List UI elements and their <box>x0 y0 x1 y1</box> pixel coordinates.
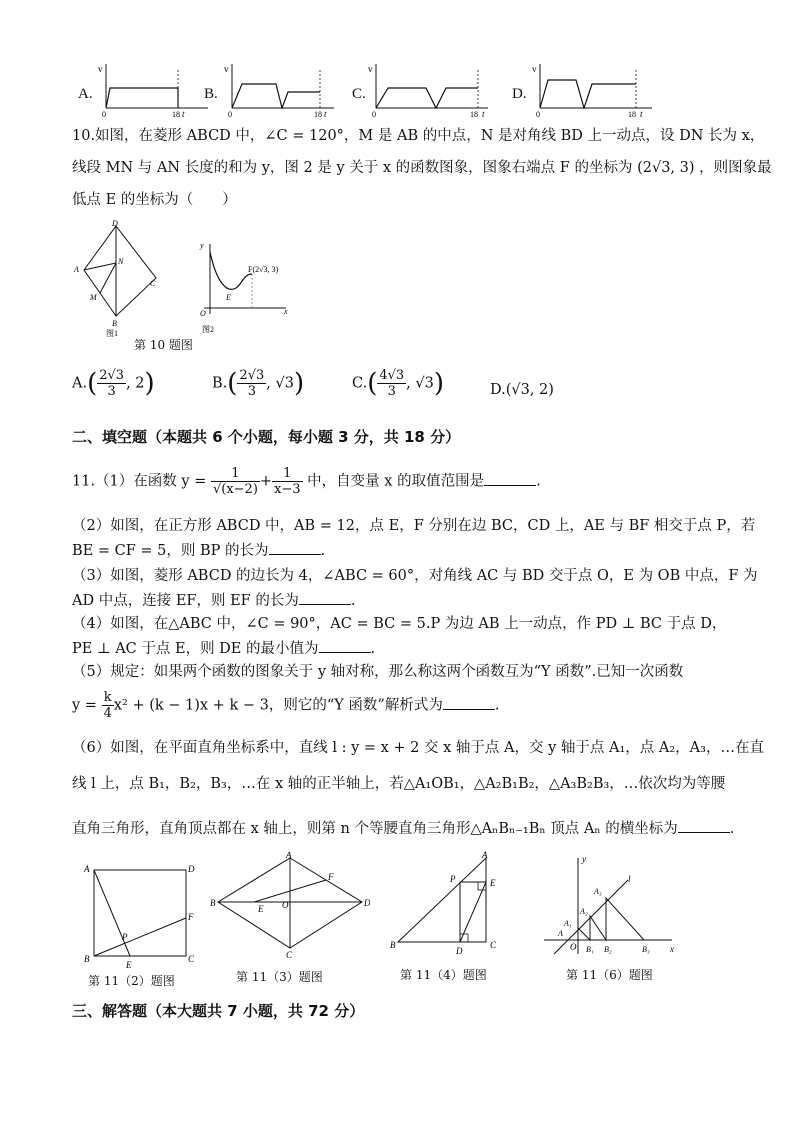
q10-option-a: A.( $\frac{2√3}{3}$ , 2) <box>72 368 155 399</box>
svg-text:A₁: A₁ <box>564 919 572 928</box>
q11-p5-line2-a: y = <box>72 697 97 714</box>
graph-option-b <box>224 60 344 118</box>
svg-text:E: E <box>126 960 132 970</box>
fig-11-6 <box>540 852 680 956</box>
svg-text:B: B <box>210 898 216 908</box>
svg-text:B₃: B₃ <box>642 945 650 954</box>
q11-p6-blank[interactable] <box>678 818 730 833</box>
q10-line2 <box>72 158 772 178</box>
q11-p4-line2-text: PE ⊥ AC 于点 E，则 DE 的最小值为 <box>72 641 319 657</box>
q11-p3-line1: （3）如图，菱形 ABCD 的边长为 4，∠ABC = 60°，对角线 AC 与 BD 交于点 O，E 为 OB 中点，F 为 <box>72 568 758 584</box>
q11-p1-blank[interactable] <box>484 471 536 486</box>
section2-title: 二、填空题（本题共 6 个小题，每小题 3 分，共 18 分） <box>72 428 461 446</box>
svg-text:N: N <box>118 257 124 266</box>
svg-text:B₁: B₁ <box>586 945 594 954</box>
q11-p5-blank[interactable] <box>443 695 495 710</box>
svg-text:F: F <box>188 912 194 922</box>
fig-11-2-caption: 第 11（2）题图 <box>88 974 175 988</box>
svg-text:P: P <box>122 932 128 942</box>
q11-p6-line2: 线 l 上，点 B₁，B₂，B₃，…在 x 轴的正半轴上，若△A₁OB₁，△A₂B₁B₂，△A₃B₂B₃，…依次均为等腰 <box>72 776 726 792</box>
svg-text:l: l <box>628 874 631 884</box>
q11-p2-period: . <box>320 543 326 559</box>
svg-text:F: F <box>328 872 334 882</box>
graph-option-c <box>368 60 498 118</box>
q10-line2-coord: (2√3, 3) <box>637 160 695 176</box>
svg-text:D: D <box>112 219 118 228</box>
q11-p2-line1: （2）如图，在正方形 ABCD 中，AB = 12，点 E，F 分别在边 BC，CD 上，AE 与 BF 相交于点 P，若 <box>72 518 756 534</box>
q11-p3-blank[interactable] <box>299 590 351 605</box>
q11-p3-line2 <box>72 590 355 611</box>
svg-text:O: O <box>570 942 577 952</box>
svg-text:B: B <box>84 954 90 964</box>
q10-line1: 10.如图，在菱形 ABCD 中，∠C = 120°，M 是 AB 的中点，N 是对角线 BD 上一动点，设 DN 长为 x， <box>72 128 765 144</box>
fig-11-3 <box>210 852 370 960</box>
q11-p1-period: . <box>536 473 541 490</box>
svg-text:y: y <box>200 241 204 250</box>
svg-text:E: E <box>490 878 496 888</box>
q11-p1-a: 11.（1）在函数 y = <box>72 473 207 490</box>
q10-caption: 第 10 题图 <box>134 338 193 352</box>
graph-option-c-label: C. <box>352 86 366 102</box>
q11-p5-line2 <box>72 690 499 721</box>
fig-11-6-caption: 第 11（6）题图 <box>566 968 653 982</box>
q11-p6-line1: （6）如图，在平面直角坐标系中，直线 l : y = x + 2 交 x 轴于点 A，交 y 轴于点 A₁，点 A₂，A₃，…在直 <box>72 740 764 756</box>
graph-d-zero: 0 <box>536 110 540 118</box>
q10-option-b-label: B. <box>212 375 228 392</box>
svg-text:x: x <box>670 944 674 954</box>
svg-text:C: C <box>188 954 195 964</box>
q11-p3-line2-text: AD 中点，连接 EF，则 EF 的长为 <box>72 593 299 609</box>
q10-fig2-label: 图2 <box>202 325 214 334</box>
q10-option-d-label: D. <box>490 382 506 398</box>
svg-text:E: E <box>258 904 264 914</box>
q11-p5-frac-den: 4 <box>103 706 112 721</box>
svg-text:A: A <box>74 265 79 274</box>
graph-d-v: v <box>532 64 537 74</box>
graph-c-v: v <box>368 64 373 74</box>
q11-part1: 11.（1）在函数 y = $\frac{1}{√(x-2)}$ + $\frac{1}{x-3}$ 中，自变量 x 的取值范围是 . <box>72 466 541 497</box>
q10-option-a-tail: , 2 <box>126 375 145 392</box>
q11-p1-b: 中，自变量 x 的取值范围是 <box>307 473 485 490</box>
graph-c-zero: 0 <box>372 110 376 118</box>
svg-text:C: C <box>150 279 156 288</box>
q11-p4-period: . <box>370 641 376 657</box>
q11-p4-blank[interactable] <box>319 638 371 653</box>
section3-title: 三、解答题（本大题共 7 小题，共 72 分） <box>72 1002 365 1020</box>
q11-p1-frac1-den: √(x−2) <box>212 482 258 497</box>
svg-text:A: A <box>482 850 488 860</box>
q10-option-b-tail: , √3 <box>266 375 294 392</box>
svg-text:A₃: A₃ <box>594 887 602 896</box>
q11-p5-frac-num: k <box>102 690 114 706</box>
q11-p2-blank[interactable] <box>269 540 321 555</box>
graph-b-end: 18 <box>314 110 322 118</box>
graph-c-t: t <box>482 109 485 118</box>
graph-b-t: t <box>324 109 327 118</box>
graph-a-v: v <box>98 64 103 74</box>
fig-11-3-caption: 第 11（3）题图 <box>236 970 323 984</box>
q10-line2-b: ，则图象最 <box>699 160 772 176</box>
fig-11-4-caption: 第 11（4）题图 <box>400 968 487 982</box>
q11-p1-frac2-num: 1 <box>272 466 303 482</box>
svg-text:D: D <box>456 946 463 956</box>
svg-text:A: A <box>286 852 292 860</box>
graph-b-v: v <box>224 64 229 74</box>
svg-text:O: O <box>282 900 289 910</box>
graph-d-t: t <box>640 109 643 118</box>
graph-option-a <box>98 60 218 118</box>
q10-option-c: C.( $\frac{4√3}{3}$ , √3) <box>352 368 445 399</box>
q11-p3-period: . <box>350 593 356 609</box>
q10-option-c-label: C. <box>352 375 368 392</box>
graph-a-end: 18 <box>172 110 180 118</box>
graph-option-d-label: D. <box>512 86 527 102</box>
q11-p4-line2 <box>72 638 375 659</box>
q10-option-a-label: A. <box>72 375 88 392</box>
q10-fig1-label: 图1 <box>106 329 118 338</box>
svg-text:A₂: A₂ <box>580 907 588 916</box>
q10-option-b-num: 2√3 <box>239 368 265 383</box>
fig-11-4 <box>388 848 508 960</box>
graph-option-d <box>532 60 662 118</box>
svg-text:C: C <box>286 950 293 960</box>
svg-text:B: B <box>390 940 396 950</box>
q10-option-d <box>490 380 554 400</box>
q11-p1-frac2-den: x−3 <box>274 482 301 497</box>
svg-text:P: P <box>450 874 456 884</box>
q11-p6-line3 <box>72 818 734 839</box>
graph-d-end: 18 <box>628 110 636 118</box>
q10-option-a-num: 2√3 <box>99 368 125 383</box>
q11-p2-line2-text: BE = CF = 5，则 BP 的长为 <box>72 543 269 559</box>
q10-option-c-tail: , √3 <box>406 375 434 392</box>
graph-option-a-label: A. <box>78 86 93 102</box>
svg-text:E: E <box>226 293 231 302</box>
q11-p5-line1: （5）规定：如果两个函数的图象关于 y 轴对称，那么称这两个函数互为“Y 函数”.已知一次函数 <box>72 664 684 680</box>
graph-b-zero: 0 <box>228 110 232 118</box>
svg-text:C: C <box>490 940 497 950</box>
graph-c-end: 18 <box>470 110 478 118</box>
graph-option-b-label: B. <box>204 86 218 102</box>
q10-option-c-den: 3 <box>387 384 396 399</box>
q10-figures <box>70 218 300 346</box>
q10-line3: 低点 E 的坐标为（ ） <box>72 192 237 208</box>
velocity-graph-options <box>76 60 666 120</box>
q11-p5-line2-b: x² + (k − 1)x + k − 3，则它的“Y 函数”解析式为 <box>113 697 443 714</box>
graph-a-zero: 0 <box>102 110 106 118</box>
q11-p4-line1: （4）如图，在△ABC 中，∠C = 90°，AC = BC = 5.P 为边 AB 上一动点，作 PD ⊥ BC 于点 D， <box>72 616 727 632</box>
q10-line2-a: 线段 MN 与 AN 长度的和为 y，图 2 是 y 关于 x 的函数图象，图象右端点 F 的坐标为 <box>72 160 633 176</box>
svg-text:B₂: B₂ <box>604 945 612 954</box>
svg-text:D: D <box>188 864 195 874</box>
graph-a-t: t <box>182 109 185 118</box>
fig-11-2 <box>80 858 200 970</box>
q11-p6-line3-text: 直角三角形，直角顶点都在 x 轴上，则第 n 个等腰直角三角形△AₙBₙ₋₁Bₙ 顶点 Aₙ 的横坐标为 <box>72 821 678 837</box>
svg-text:A: A <box>84 864 90 874</box>
q10-option-c-num: 4√3 <box>379 368 405 383</box>
svg-text:x: x <box>284 307 288 316</box>
q11-p5-period: . <box>494 697 500 714</box>
q10-option-b-den: 3 <box>247 384 256 399</box>
q11-p1-frac1-num: 1 <box>211 466 260 482</box>
svg-text:D: D <box>364 898 370 908</box>
svg-text:M: M <box>90 293 97 302</box>
svg-text:O: O <box>200 309 206 318</box>
q11-p6-period: . <box>729 821 735 837</box>
q10-option-d-expr: (√3, 2) <box>505 382 554 398</box>
q10-option-b: B.( $\frac{2√3}{3}$ , √3) <box>212 368 305 399</box>
svg-text:B: B <box>112 319 117 328</box>
svg-text:y: y <box>582 854 586 864</box>
q10-fig2-point: F(2√3, 3) <box>248 265 279 274</box>
svg-text:A: A <box>558 929 563 938</box>
q11-p2-line2 <box>72 540 325 561</box>
q10-option-a-den: 3 <box>107 384 116 399</box>
